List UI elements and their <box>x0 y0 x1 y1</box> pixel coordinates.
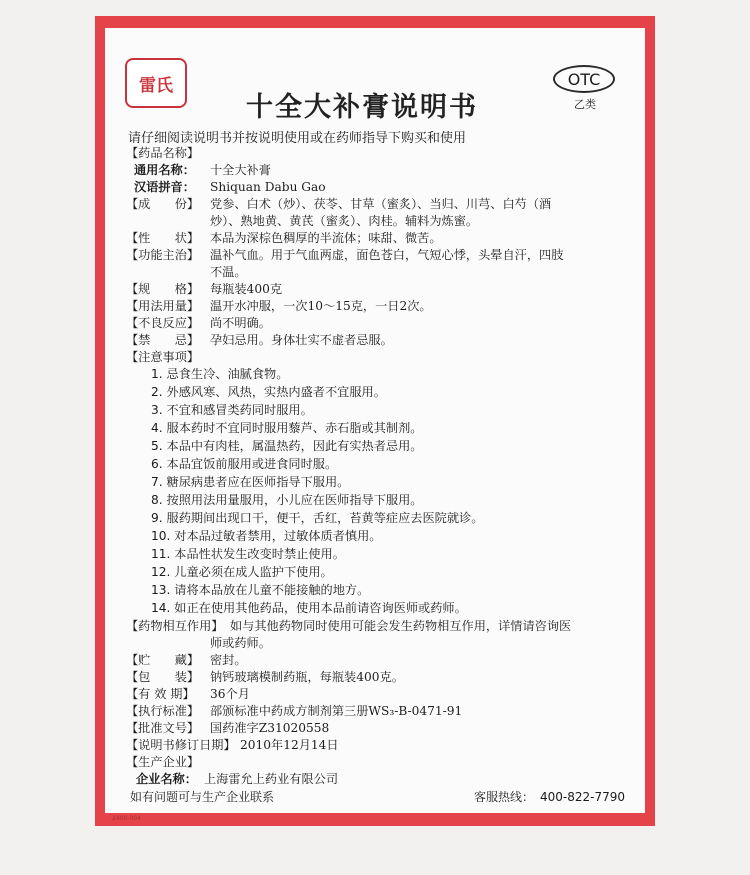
function-label: 【功能主治】 <box>126 248 200 262</box>
spec-label: 【规 格】 <box>126 282 200 296</box>
note-item: 7. 糖尿病患者应在医师指导下服用。 <box>151 475 350 489</box>
note-item: 10. 对本品过敏者禁用，过敏体质者慎用。 <box>151 529 382 543</box>
note-item: 2. 外感风寒、风热，实热内盛者不宜服用。 <box>151 385 386 399</box>
usage-label: 【用法用量】 <box>126 299 200 313</box>
contact-note: 如有问题可与生产企业联系 <box>130 790 275 804</box>
package-value: 钠钙玻璃模制药瓶，每瓶装400克。 <box>210 670 404 684</box>
pinyin-label: 汉语拼音： <box>134 180 195 194</box>
ingredients-line-1: 党参、白术（炒）、茯苓、甘草（蜜炙）、当归、川芎、白芍（酒 <box>210 197 552 211</box>
approval-label: 【批准文号】 <box>126 721 200 735</box>
notes-label: 【注意事项】 <box>126 350 200 364</box>
validity-label: 【有 效 期】 <box>126 687 195 701</box>
function-line-1: 温补气血。用于气血两虚，面色苍白，气短心悸，头晕自汗，四肢 <box>210 248 564 262</box>
standard-label: 【执行标准】 <box>126 704 200 718</box>
spec-value: 每瓶装400克 <box>210 282 283 296</box>
company-value: 上海雷允上药业有限公司 <box>204 772 339 786</box>
note-item: 14. 如正在使用其他药品，使用本品前请咨询医师或药师。 <box>151 601 467 615</box>
usage-value: 温开水冲服，一次10～15克，一日2次。 <box>210 299 432 313</box>
note-item: 5. 本品中有肉桂，属温热药，因此有实热者忌用。 <box>151 439 423 453</box>
interaction-line-1: 如与其他药物同时使用可能会发生药物相互作用，详情请咨询医 <box>230 619 572 633</box>
revision-label: 【说明书修订日期】 <box>126 738 236 752</box>
standard-value: 部颁标准中药成方制剂第三册WS₃-B-0471-91 <box>210 704 463 718</box>
interaction-line-2: 师或药师。 <box>210 636 271 650</box>
adverse-value: 尚不明确。 <box>210 316 271 330</box>
note-item: 8. 按照用法用量服用，小儿应在医师指导下服用。 <box>151 493 423 507</box>
note-item: 3. 不宜和感冒类药同时服用。 <box>151 403 313 417</box>
company-label: 企业名称： <box>136 772 197 786</box>
ingredients-label: 【成 份】 <box>126 197 200 211</box>
otc-badge: OTC <box>553 65 615 93</box>
note-item: 6. 本品宜饭前服用或进食同时服。 <box>151 457 338 471</box>
function-line-2: 不温。 <box>210 265 247 279</box>
common-name-label: 通用名称： <box>134 163 195 177</box>
print-code: 2400-004 <box>112 815 141 822</box>
interaction-label: 【药物相互作用】 <box>126 619 224 633</box>
note-item: 12. 儿童必须在成人监护下使用。 <box>151 565 333 579</box>
otc-category: 乙类 <box>574 98 596 111</box>
package-label: 【包 装】 <box>126 670 200 684</box>
note-item: 13. 请将本品放在儿童不能接触的地方。 <box>151 583 370 597</box>
adverse-label: 【不良反应】 <box>126 316 200 330</box>
note-item: 9. 服药期间出现口干，便干，舌红，苔黄等症应去医院就诊。 <box>151 511 484 525</box>
page-title: 十全大补膏说明书 <box>246 92 478 123</box>
revision-value: 2010年12月14日 <box>240 738 339 752</box>
storage-label: 【贮 藏】 <box>126 653 200 667</box>
maker-label: 【生产企业】 <box>126 755 200 769</box>
traits-value: 本品为深棕色稠厚的半流体；味甜、微苦。 <box>210 231 442 245</box>
pinyin-value: Shiquan Dabu Gao <box>210 180 326 194</box>
usage-warning: 请仔细阅读说明书并按说明使用或在药师指导下购买和使用 <box>128 131 467 146</box>
brand-logo <box>125 58 187 108</box>
common-name-value: 十全大补膏 <box>210 163 271 177</box>
note-item: 4. 服本药时不宜同时服用藜芦、赤石脂或其制剂。 <box>151 421 423 435</box>
traits-label: 【性 状】 <box>126 231 200 245</box>
ingredients-line-2: 炒）、熟地黄、黄芪（蜜炙）、肉桂。辅料为炼蜜。 <box>210 214 479 228</box>
contra-label: 【禁 忌】 <box>126 333 200 347</box>
contra-value: 孕妇忌用。身体壮实不虚者忌服。 <box>210 333 393 347</box>
storage-value: 密封。 <box>210 653 247 667</box>
brand-logo-text: 雷氏 <box>139 75 173 96</box>
note-item: 11. 本品性状发生改变时禁止使用。 <box>151 547 345 561</box>
validity-value: 36个月 <box>210 687 250 701</box>
section-name-header: 【药品名称】 <box>126 146 200 160</box>
note-item: 1. 忌食生冷、油腻食物。 <box>151 367 289 381</box>
hotline: 客服热线： 400-822-7790 <box>474 790 626 804</box>
approval-value: 国药准字Z31020558 <box>210 721 330 735</box>
